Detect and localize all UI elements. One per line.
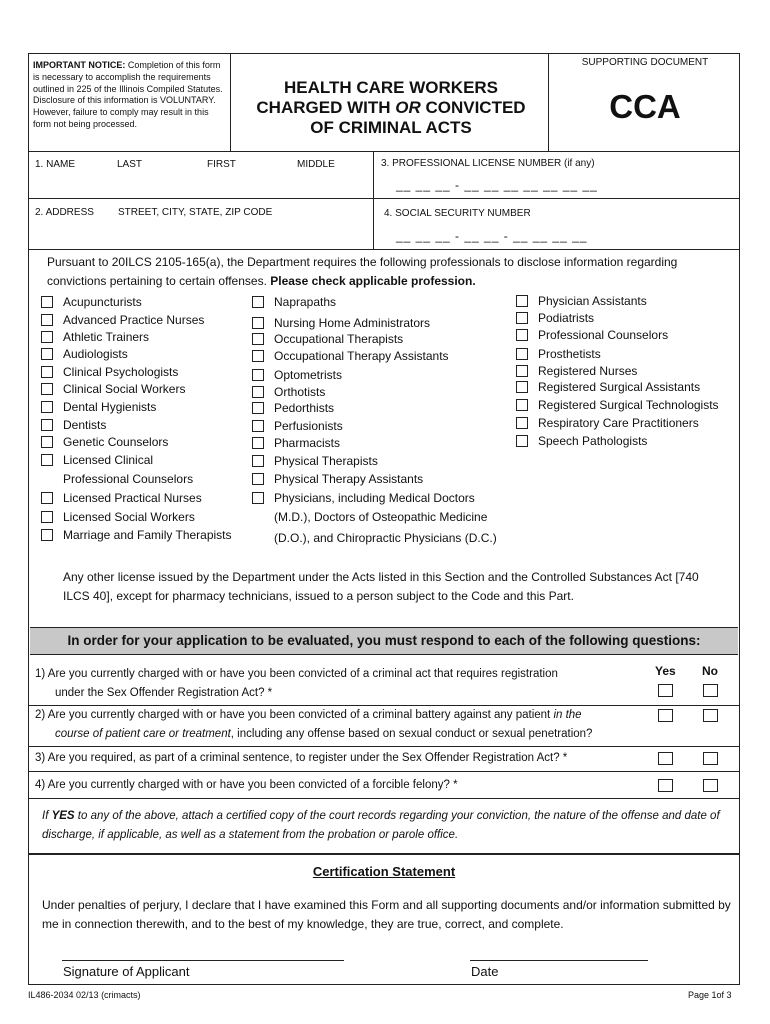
divider [373, 151, 374, 249]
profession-option[interactable] [252, 295, 336, 309]
profession-checkbox[interactable] [41, 529, 53, 541]
title-line-3: OF CRIMINAL ACTS [310, 118, 472, 137]
profession-option[interactable] [252, 401, 334, 415]
profession-option[interactable] [252, 332, 403, 346]
important-notice [33, 60, 225, 131]
question-2-no-checkbox[interactable] [703, 709, 718, 722]
profession-label: Registered Surgical Assistants [538, 380, 701, 394]
profession-label: Clinical Psychologists [63, 365, 179, 379]
profession-checkbox[interactable] [516, 348, 528, 360]
divider [548, 53, 549, 151]
profession-option[interactable] [516, 416, 699, 430]
profession-label: Licensed Practical Nurses [63, 491, 202, 505]
question-4: 4) Are you currently charged with or have you been convicted of a forcible felony? * [35, 779, 458, 791]
middle-label: MIDDLE [297, 159, 335, 170]
profession-checkbox[interactable] [252, 455, 264, 467]
profession-label: Speech Pathologists [538, 434, 648, 448]
profession-option[interactable] [41, 400, 156, 414]
profession-checkbox[interactable] [41, 436, 53, 448]
profession-checkbox[interactable] [252, 473, 264, 485]
divider [28, 853, 740, 855]
notice-title: IMPORTANT NOTICE: [33, 60, 126, 70]
profession-label: Dental Hygienists [63, 400, 157, 414]
question-2-line-1: 2) Are you currently charged with or have you been convicted of a criminal battery against any patient in the [35, 709, 582, 721]
profession-label: (M.D.), Doctors of Osteopathic Medicine [274, 510, 488, 524]
profession-option[interactable] [41, 510, 195, 524]
divider [28, 798, 740, 799]
profession-checkbox[interactable] [516, 417, 528, 429]
profession-label: Pharmacists [274, 436, 341, 450]
profession-label: Marriage and Family Therapists [63, 528, 232, 542]
form-code: CCA [609, 88, 681, 125]
profession-label: Occupational Therapists [274, 332, 404, 346]
profession-label: Registered Nurses [538, 364, 638, 378]
profession-option[interactable] [41, 295, 142, 309]
profession-option[interactable] [41, 453, 153, 467]
profession-checkbox[interactable] [516, 312, 528, 324]
profession-checkbox[interactable] [516, 329, 528, 341]
divider [28, 198, 740, 199]
profession-option[interactable] [516, 311, 594, 325]
profession-checkbox[interactable] [41, 492, 53, 504]
divider [230, 53, 231, 151]
profession-checkbox[interactable] [41, 419, 53, 431]
form-title [236, 78, 546, 138]
date-label: Date [471, 964, 499, 979]
profession-label: Athletic Trainers [63, 330, 150, 344]
profession-label: Registered Surgical Technologists [538, 398, 719, 412]
question-3-yes-checkbox[interactable] [658, 752, 673, 765]
profession-checkbox[interactable] [252, 492, 264, 504]
profession-option-continued [63, 472, 193, 486]
profession-checkbox[interactable] [252, 402, 264, 414]
profession-option-continued [274, 510, 487, 524]
profession-checkbox[interactable] [252, 350, 264, 362]
profession-option[interactable] [252, 491, 475, 505]
profession-option[interactable] [41, 382, 185, 396]
questions-banner: In order for your application to be evaluated, you must respond to each of the following questions: [30, 627, 738, 655]
profession-label: Podiatrists [538, 311, 595, 325]
divider [28, 151, 740, 152]
profession-checkbox[interactable] [41, 401, 53, 413]
profession-label: Naprapaths [274, 295, 337, 309]
title-line-2: CHARGED WITH OR CONVICTED [256, 98, 526, 117]
name-label: 1. NAME [35, 159, 76, 170]
profession-option[interactable] [252, 472, 423, 486]
profession-label: Prosthetists [538, 347, 601, 361]
profession-option[interactable] [516, 328, 668, 342]
license-number-field[interactable]: __ __ __ - __ __ __ __ __ __ __ [396, 178, 598, 192]
profession-label: (D.O.), and Chiropractic Physicians (D.C.) [274, 531, 497, 545]
profession-checkbox[interactable] [41, 511, 53, 523]
if-yes-instructions: If YES to any of the above, attach a certified copy of the court records regarding your conviction, the nature of the offense and date of discharge, if applicable, as well as a statement from the probation or parole office. [42, 810, 720, 841]
profession-label: Physical Therapists [274, 454, 378, 468]
profession-label: Orthotists [274, 385, 326, 399]
profession-label: Licensed Clinical [63, 453, 154, 467]
profession-label: Pedorthists [274, 401, 335, 415]
profession-checkbox[interactable] [252, 317, 264, 329]
profession-option[interactable] [516, 364, 637, 378]
profession-option[interactable] [516, 294, 647, 308]
profession-checkbox[interactable] [252, 386, 264, 398]
profession-option[interactable] [41, 365, 178, 379]
intro-paragraph: Pursuant to 20ILCS 2105-165(a), the Department requires the following professionals to disclose information regarding convictions pertaining to certain offenses. Please check applicable profession. [47, 255, 678, 288]
profession-label: Advanced Practice Nurses [63, 313, 205, 327]
profession-label: Physicians, including Medical Doctors [274, 491, 475, 505]
profession-checkbox[interactable] [41, 331, 53, 343]
profession-option-continued [274, 531, 497, 545]
profession-option[interactable] [516, 398, 719, 412]
profession-label: Physical Therapy Assistants [274, 472, 424, 486]
profession-checkbox[interactable] [41, 314, 53, 326]
profession-checkbox[interactable] [252, 333, 264, 345]
profession-label: Respiratory Care Practitioners [538, 416, 699, 430]
profession-label: Clinical Social Workers [63, 382, 186, 396]
profession-option[interactable] [516, 380, 700, 394]
license-label: 3. PROFESSIONAL LICENSE NUMBER (if any) [381, 158, 595, 169]
profession-checkbox[interactable] [41, 296, 53, 308]
profession-option[interactable] [252, 419, 343, 433]
profession-label: Acupuncturists [63, 295, 142, 309]
address-label: 2. ADDRESS [35, 207, 94, 218]
profession-option[interactable] [41, 528, 232, 542]
profession-checkbox[interactable] [252, 296, 264, 308]
profession-option[interactable] [41, 313, 204, 327]
profession-label: Professional Counselors [63, 472, 194, 486]
question-4-yes-checkbox[interactable] [658, 779, 673, 792]
profession-option[interactable] [252, 385, 325, 399]
profession-label: Perfusionists [274, 419, 343, 433]
page-number: Page 1of 3 [688, 990, 732, 1000]
divider [28, 249, 740, 250]
profession-option[interactable] [516, 347, 601, 361]
profession-option[interactable] [252, 454, 378, 468]
divider [28, 746, 740, 747]
question-3-no-checkbox[interactable] [703, 752, 718, 765]
profession-checkbox[interactable] [516, 399, 528, 411]
profession-option[interactable] [41, 491, 202, 505]
profession-checkbox[interactable] [252, 369, 264, 381]
profession-option[interactable] [252, 436, 340, 450]
profession-label: Genetic Counselors [63, 435, 169, 449]
supporting-document-label: SUPPORTING DOCUMENT [581, 57, 709, 68]
profession-checkbox[interactable] [516, 295, 528, 307]
question-1-line-1: 1) Are you currently charged with or have you been convicted of a criminal act that requires registration [35, 668, 558, 680]
profession-option[interactable] [41, 347, 128, 361]
signature-label: Signature of Applicant [63, 964, 190, 979]
profession-label: Licensed Social Workers [63, 510, 195, 524]
profession-checkbox[interactable] [516, 381, 528, 393]
profession-label: Physician Assistants [538, 294, 647, 308]
profession-option[interactable] [41, 418, 106, 432]
certification-title: Certification Statement [312, 864, 456, 879]
title-line-1: HEALTH CARE WORKERS [283, 78, 499, 97]
profession-checkbox[interactable] [41, 366, 53, 378]
question-1-yes-checkbox[interactable] [658, 684, 673, 697]
profession-option[interactable] [41, 435, 168, 449]
profession-checkbox[interactable] [41, 383, 53, 395]
profession-option[interactable] [252, 349, 449, 363]
no-header: No [702, 664, 718, 678]
form-id: IL486-2034 02/13 (crimacts) [28, 990, 141, 1000]
profession-label: Audiologists [63, 347, 128, 361]
divider [28, 771, 740, 772]
question-3: 3) Are you required, as part of a criminal sentence, to register under the Sex Offender Registration Act? * [35, 752, 568, 764]
ssn-field[interactable]: __ __ __ - __ __ - __ __ __ __ [396, 229, 588, 243]
ssn-label: 4. SOCIAL SECURITY NUMBER [384, 208, 531, 219]
profession-option[interactable] [252, 368, 342, 382]
question-2-line-2: course of patient care or treatment, including any offense based on sexual conduct or sexual penetration? [55, 728, 593, 740]
profession-checkbox[interactable] [41, 454, 53, 466]
last-label: LAST [117, 159, 143, 170]
profession-label: Occupational Therapy Assistants [274, 349, 449, 363]
question-2-yes-checkbox[interactable] [658, 709, 673, 722]
notice-text: Completion of this form is necessary to accomplish the requirements outlined in 225 of the Illinois Compiled Statutes. Disclosure of this information is VOLUNTARY. However, failure to comply may result in this form not being processed. [33, 60, 223, 129]
first-label: FIRST [207, 159, 236, 170]
profession-option[interactable] [252, 316, 430, 330]
question-4-no-checkbox[interactable] [703, 779, 718, 792]
question-1-line-2: under the Sex Offender Registration Act? * [55, 687, 273, 699]
profession-label: Nursing Home Administrators [274, 316, 431, 330]
profession-checkbox[interactable] [252, 420, 264, 432]
yes-header: Yes [655, 664, 676, 678]
address-parts: STREET, CITY, STATE, ZIP CODE [118, 207, 273, 218]
profession-checkbox[interactable] [516, 435, 528, 447]
profession-label: Professional Counselors [538, 328, 669, 342]
profession-checkbox[interactable] [41, 348, 53, 360]
question-1-no-checkbox[interactable] [703, 684, 718, 697]
profession-label: Optometrists [274, 368, 343, 382]
profession-option[interactable] [516, 434, 647, 448]
other-license-text: Any other license issued by the Department under the Acts listed in this Section and the Controlled Substances Act [740 ILCS 40], except for pharmacy technicians, issued to a person subject to the Code and this Part. [63, 570, 699, 603]
profession-option[interactable] [41, 330, 149, 344]
profession-checkbox[interactable] [252, 437, 264, 449]
profession-checkbox[interactable] [516, 365, 528, 377]
certification-text: Under penalties of perjury, I declare that I have examined this Form and all supporting documents and/or information submitted by me in connection therewith, and to the best of my knowledge, they are true, correct, and complete. [42, 898, 731, 931]
profession-label: Dentists [63, 418, 107, 432]
signature-line[interactable] [62, 960, 344, 961]
date-line[interactable] [470, 960, 648, 961]
